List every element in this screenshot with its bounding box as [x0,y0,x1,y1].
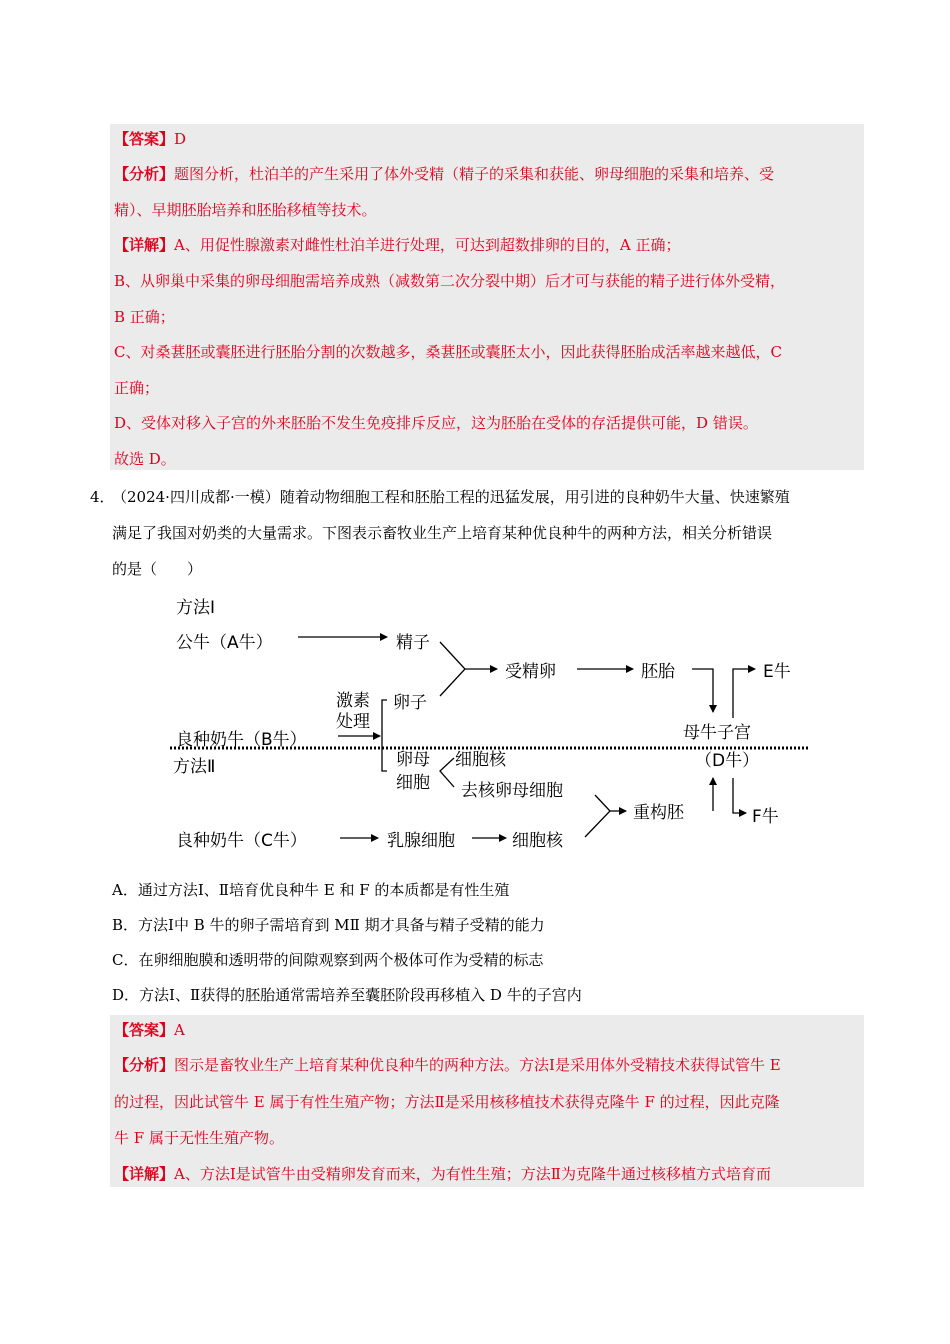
hormone-label-2: 处理 [336,712,370,732]
method-2-label: 方法Ⅱ [173,757,216,777]
oocyte-label-2: 细胞 [396,773,430,793]
enucleated-oocyte-label: 去核卵母细胞 [461,781,563,801]
detail-text: A、方法Ⅰ是试管牛由受精卵发育而来，为有性生殖；方法Ⅱ为克隆牛通过核移植方式培育而 [174,1165,771,1183]
answer-tag: 【答案】 [114,1021,175,1039]
detail-line-5: 正确； [114,379,160,397]
question-stem-line-3: 的是（ ） [112,560,203,578]
method-1-label: 方法Ⅰ [176,598,216,618]
oocyte-label-1: 卵母 [396,750,430,770]
split-bracket-oocyte [440,758,454,787]
option-a: A．通过方法Ⅰ、Ⅱ培育优良种牛 E 和 F 的本质都是有性生殖 [112,881,510,899]
detail-text: A、用促性腺激素对雌性杜泊羊进行处理，可达到超数排卵的目的，A 正确； [174,236,681,254]
question-number: 4． [90,488,115,506]
analysis-line-3: 牛 F 属于无性生殖产物。 [114,1129,284,1147]
cow-c-label: 良种奶牛（C牛） [176,831,307,851]
answer-box-question-4 [110,1015,864,1187]
cow-b-label: 良种奶牛（B牛） [176,730,307,750]
reconstructed-embryo-label: 重构胚 [633,803,684,823]
cow-d-label: （D牛） [695,751,760,771]
hormone-label-1: 激素 [336,691,370,711]
uterus-label: 母牛子宫 [683,723,751,743]
option-d: D．方法Ⅰ、Ⅱ获得的胚胎通常需培养至囊胚阶段再移植入 D 牛的子宫内 [112,986,582,1004]
detail-line-4: C、对桑葚胚或囊胚进行胚胎分割的次数越多，桑葚胚或囊胚太小，因此获得胚胎成活率越来越低，C [114,343,782,361]
cow-f-label: F牛 [752,807,779,827]
cow-e-label: E牛 [763,662,791,682]
bull-a-label: 公牛（A牛） [176,633,273,653]
option-b: B．方法Ⅰ中 B 牛的卵子需培育到 MⅡ 期才具备与精子受精的能力 [112,916,545,934]
mammary-cell-label: 乳腺细胞 [387,831,455,851]
branch-bracket-b-cow [382,700,387,771]
detail-tag: 【详解】 [114,1165,175,1183]
merge-bracket-nuclear-transfer [585,795,610,837]
nucleus-bottom-label: 细胞核 [512,831,563,851]
sperm-label: 精子 [396,633,430,653]
option-c: C．在卵细胞膜和透明带的间隙观察到两个极体可作为受精的标志 [112,951,544,969]
detail-line-7: 故选 D。 [114,450,176,468]
analysis-line-2: 精）、早期胚胎培养和胚胎移植等技术。 [114,201,377,219]
analysis-line-2: 的过程，因此试管牛 E 属于有性生殖产物；方法Ⅱ是采用核移植技术获得克隆牛 F 的过程，因此克隆 [114,1093,780,1111]
egg-label: 卵子 [393,693,427,713]
arrow-uterus-to-f [733,778,746,813]
answer-tag: 【答案】 [114,130,175,148]
answer-value: D [174,130,187,148]
analysis-tag: 【分析】 [114,1056,175,1074]
merge-bracket-fertilization [440,642,465,696]
nucleus-top-label: 细胞核 [455,750,506,770]
embryo-label: 胚胎 [641,662,675,682]
detail-line-6: D、受体对移入子宫的外来胚胎不发生免疫排斥反应，这为胚胎在受体的存活提供可能，D 错误。 [114,414,758,432]
detail-line-3: B 正确； [114,308,175,326]
question-stem-line-2: 满足了我国对奶类的大量需求。下图表示畜牧业生产上培育某种优良种牛的两种方法，相关分析错误 [112,524,773,542]
analysis-text: 题图分析，杜泊羊的产生采用了体外受精（精子的采集和获能、卵母细胞的采集和培养、受 [174,165,775,183]
detail-line-1 [114,1164,771,1184]
arrow-uterus-to-e [733,669,755,718]
question-stem-line-1: （2024·四川成都·一模）随着动物细胞工程和胚胎工程的迅猛发展，用引进的良种奶牛大量、快速繁殖 [112,488,790,506]
detail-line-2: B、从卵巢中采集的卵母细胞需培养成熟（减数第二次分裂中期）后才可与获能的精子进行体外受精， [114,272,786,290]
detail-tag: 【详解】 [114,236,175,254]
analysis-tag: 【分析】 [114,165,175,183]
answer-line [114,1020,185,1040]
analysis-text: 图示是畜牧业生产上培育某种优良种牛的两种方法。方法Ⅰ是采用体外受精技术获得试管牛 E [174,1056,781,1074]
arrow-embryo-to-uterus [692,669,713,712]
answer-value: A [174,1021,185,1039]
fertilized-egg-label: 受精卵 [505,662,556,682]
analysis-line-1 [114,1055,781,1075]
